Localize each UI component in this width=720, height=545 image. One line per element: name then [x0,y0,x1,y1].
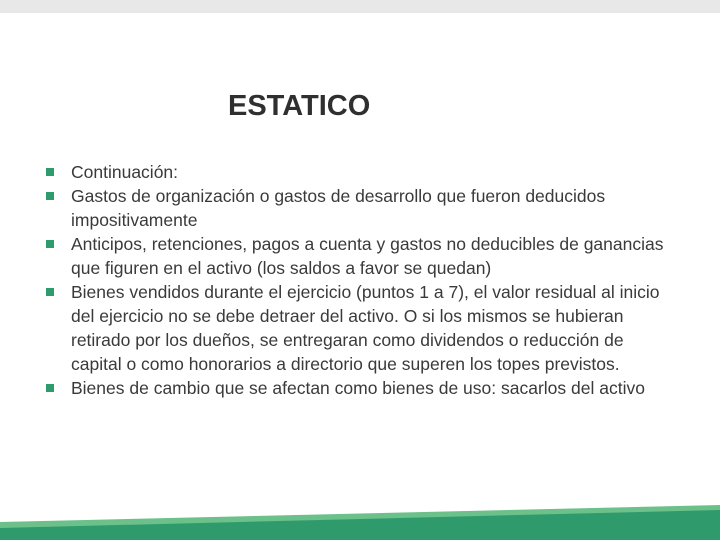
bullet-item [46,184,676,232]
bullet-item [46,376,676,400]
square-bullet-icon [46,192,54,200]
top-bar [0,0,720,13]
bullet-text: Bienes vendidos durante el ejercicio (puntos 1 a 7), el valor residual al inicio del ejercicio no se debe detraer del activo. O si los mismos se hubieran retirado por los dueños, se entregaran como dividendos o reducción de capital o como honorarios a directorio que superen los topes previstos. [71,282,660,374]
bullet-list [46,160,676,400]
footer-decoration [0,500,720,540]
bullet-item [46,280,676,376]
square-bullet-icon [46,240,54,248]
bullet-item [46,160,676,184]
slide-title: ESTATICO [228,90,371,122]
bullet-item [46,232,676,280]
bullet-text: Continuación: [71,162,179,182]
square-bullet-icon [46,288,54,296]
bullet-text: Gastos de organización o gastos de desarrollo que fueron deducidos impositivamente [71,186,606,230]
square-bullet-icon [46,384,54,392]
bullet-text: Bienes de cambio que se afectan como bienes de uso: sacarlos del activo [71,378,645,398]
bullet-text: Anticipos, retenciones, pagos a cuenta y gastos no deducibles de ganancias que figuren en el activo (los saldos a favor se quedan) [71,234,664,278]
square-bullet-icon [46,168,54,176]
footer-wave [0,500,720,540]
